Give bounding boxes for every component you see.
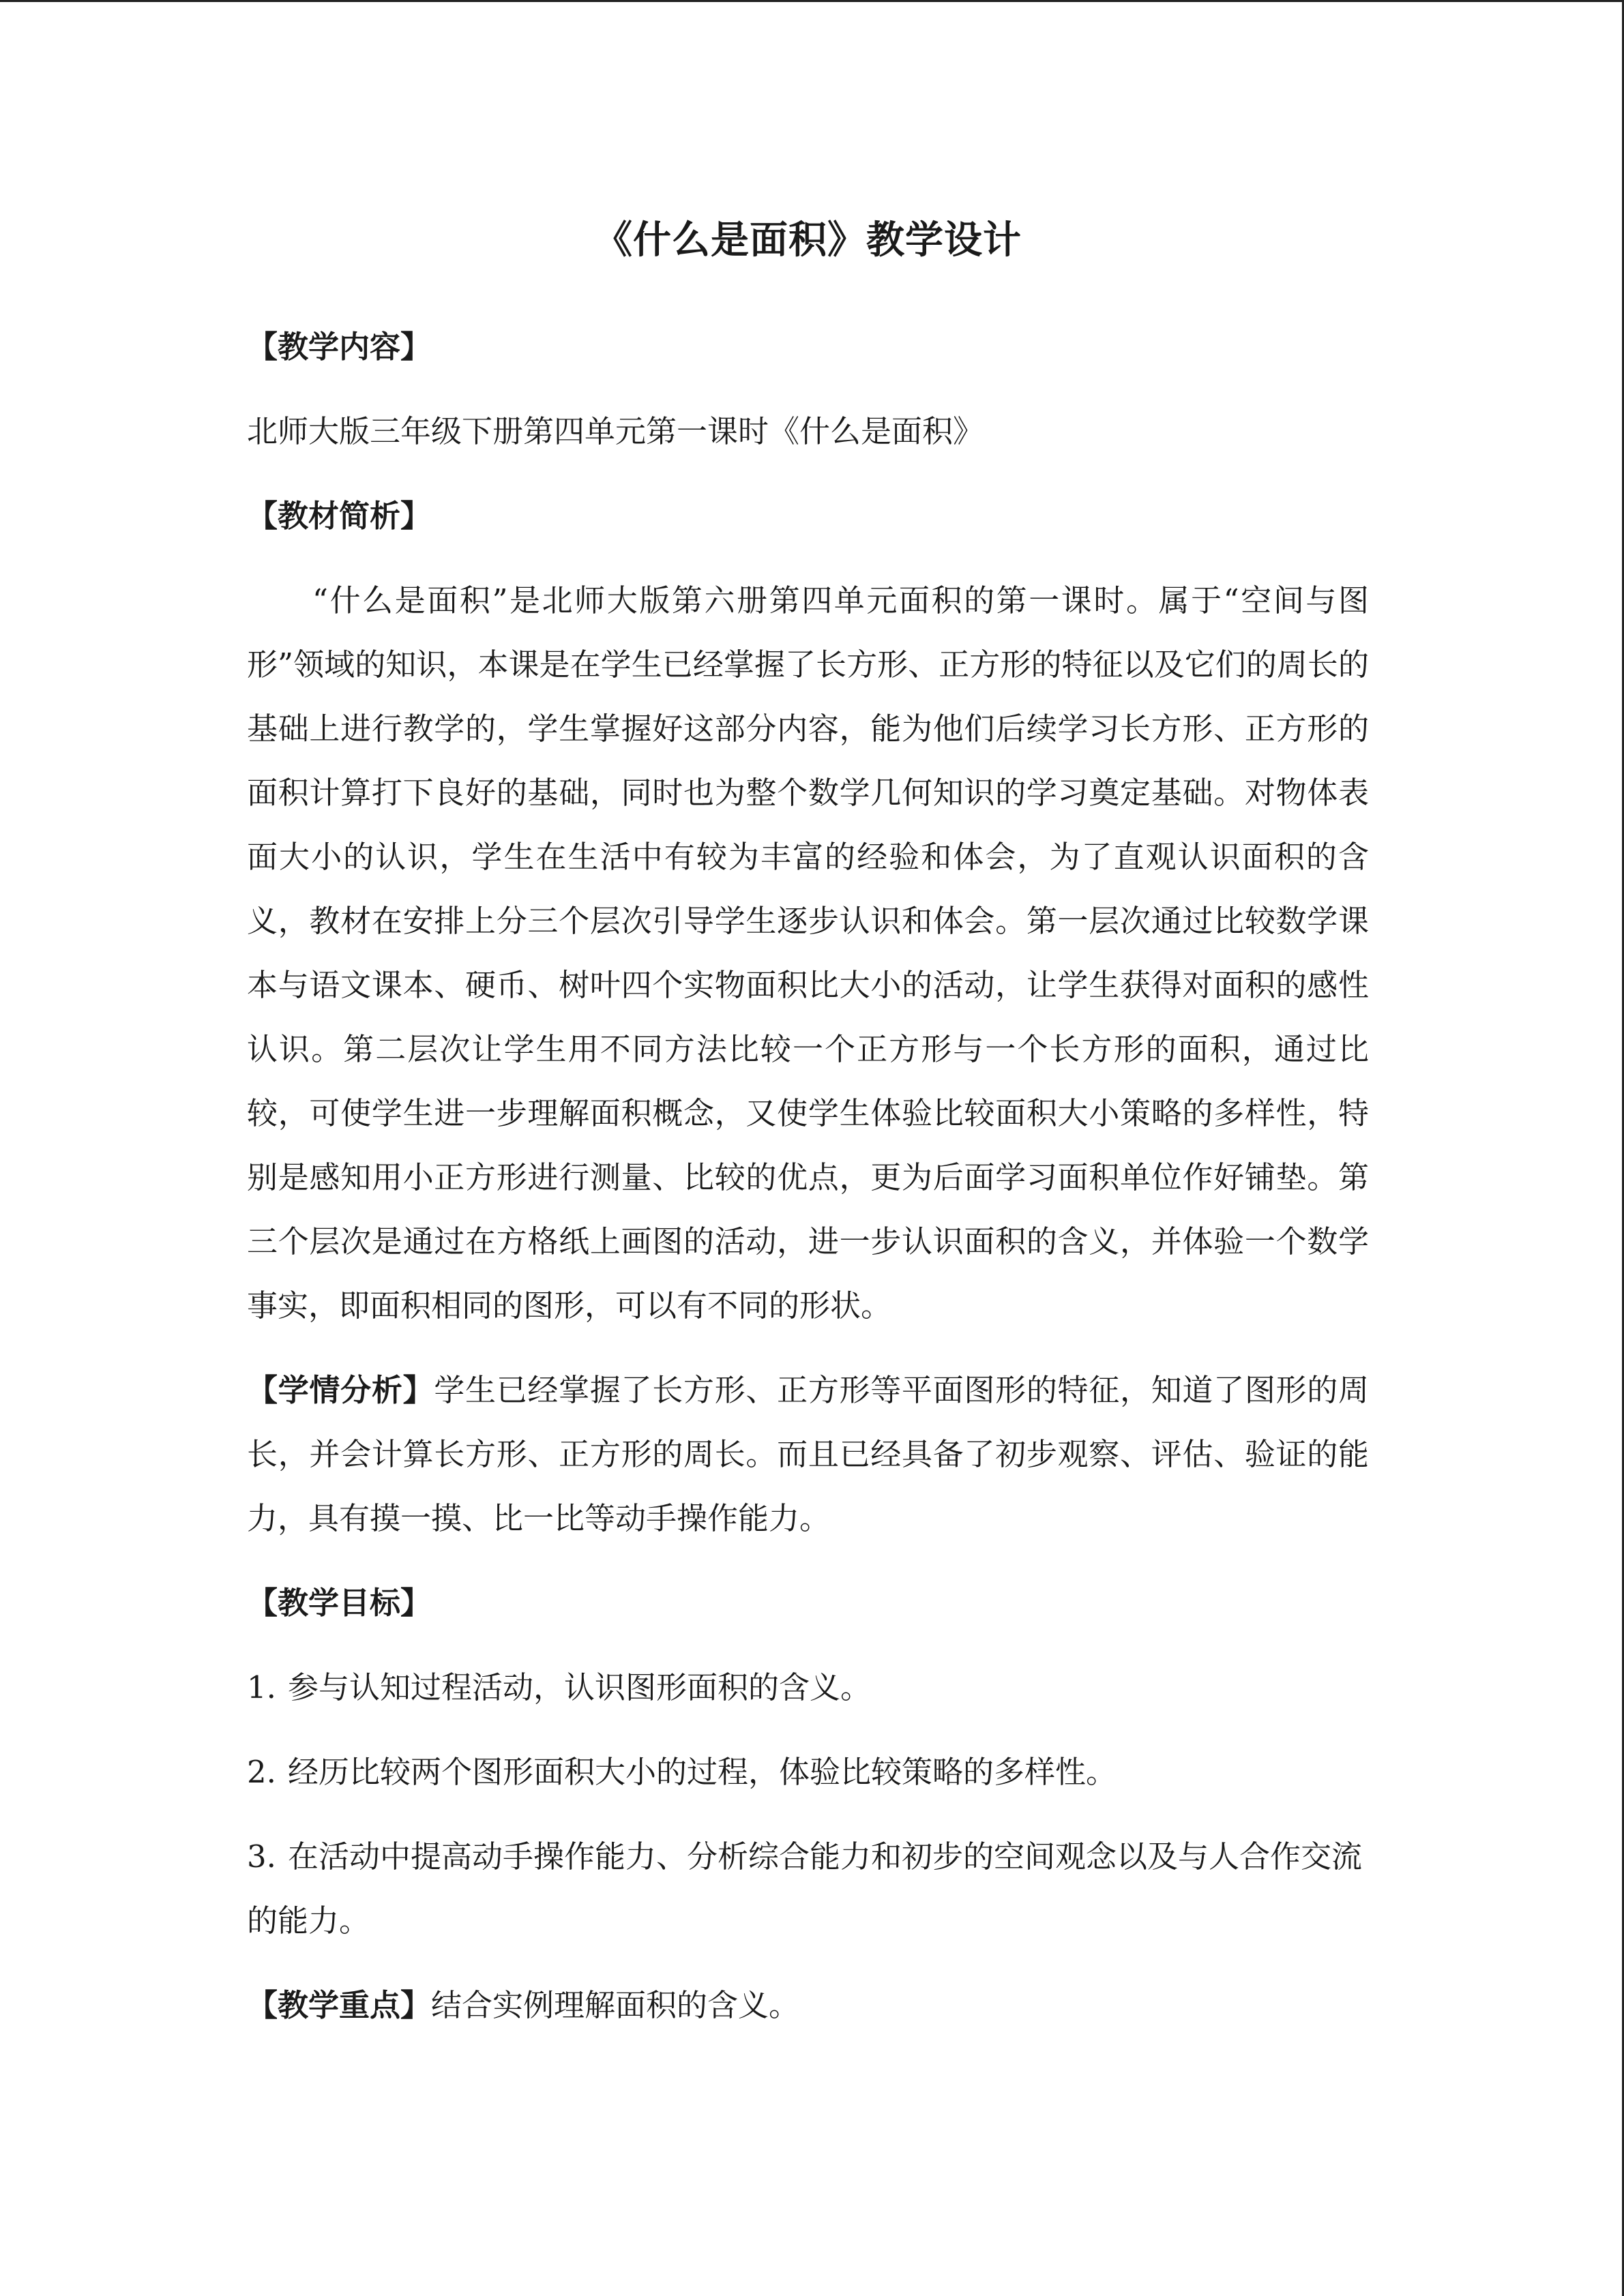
- goal-item-2: [247, 1740, 1369, 1804]
- analysis-text: “什么是面积”是北师大版第六册第四单元面积的第一课时。属于“空间与图形”领域的知识，本课是在学生已经掌握了长方形、正方形的特征以及它们的周长的基础上进行教学的，学生掌握好这部分内容，能为他们后续学习长方形、正方形的面积计算打下良好的基础，同时也为整个数学几何知识的学习奠定基础。对物体表面大小的认识，学生在生活中有较为丰富的经验和体会，为了直观认识面积的含义，教材在安排上分三个层次引导学生逐步认识和体会。第一层次通过比较数学课本与语文课本、硬币、树叶四个实物面积比大小的活动，让学生获得对面积的感性认识。第二层次让学生用不同方法比较一个正方形与一个长方形的面积，通过比较，可使学生进一步理解面积概念，又使学生体验比较面积大小策略的多样性，特别是感知用小正方形进行测量、比较的优点，更为后面学习面积单位作好铺垫。第三个层次是通过在方格纸上画图的活动，进一步认识面积的含义，并体验一个数学事实，即面积相同的图形，可以有不同的形状。: [247, 582, 1369, 1324]
- goal-number: 1.: [247, 1669, 276, 1705]
- goal-number: 3.: [247, 1838, 276, 1875]
- section-heading-students: 【学情分析】: [247, 1372, 434, 1408]
- students-paragraph: [247, 1358, 1369, 1551]
- document-title: 《什么是面积》教学设计: [594, 218, 1022, 263]
- students-text: 学生已经掌握了长方形、正方形等平面图形的特征，知道了图形的周长，并会计算长方形、正方形的周长。而且已经具备了初步观察、评估、验证的能力，具有摸一摸、比一比等动手操作能力。: [247, 1372, 1369, 1536]
- goal-number: 2.: [247, 1754, 276, 1790]
- goal-text: 参与认知过程活动，认识图形面积的含义。: [288, 1669, 872, 1705]
- goal-text: 经历比较两个图形面积大小的过程，体验比较策略的多样性。: [288, 1754, 1117, 1790]
- goal-text: 在活动中提高动手操作能力、分析综合能力和初步的空间观念以及与人合作交流的能力。: [247, 1838, 1363, 1939]
- goal-item-1: [247, 1656, 1369, 1720]
- section-heading-key: 【教学重点】: [247, 1987, 432, 2023]
- key-text: 结合实例理解面积的含义。: [431, 1987, 800, 2023]
- goal-item-3: [247, 1825, 1369, 1953]
- section-heading-content: 【教学内容】: [247, 329, 432, 365]
- key-paragraph: [247, 1973, 1369, 2038]
- content-text: 北师大版三年级下册第四单元第一课时《什么是面积》: [247, 413, 984, 449]
- section-heading-goals: 【教学目标】: [247, 1585, 432, 1621]
- document-body: [247, 205, 1369, 2058]
- page-border-top: [0, 0, 1624, 2]
- section-heading-analysis: 【教材简析】: [247, 498, 432, 534]
